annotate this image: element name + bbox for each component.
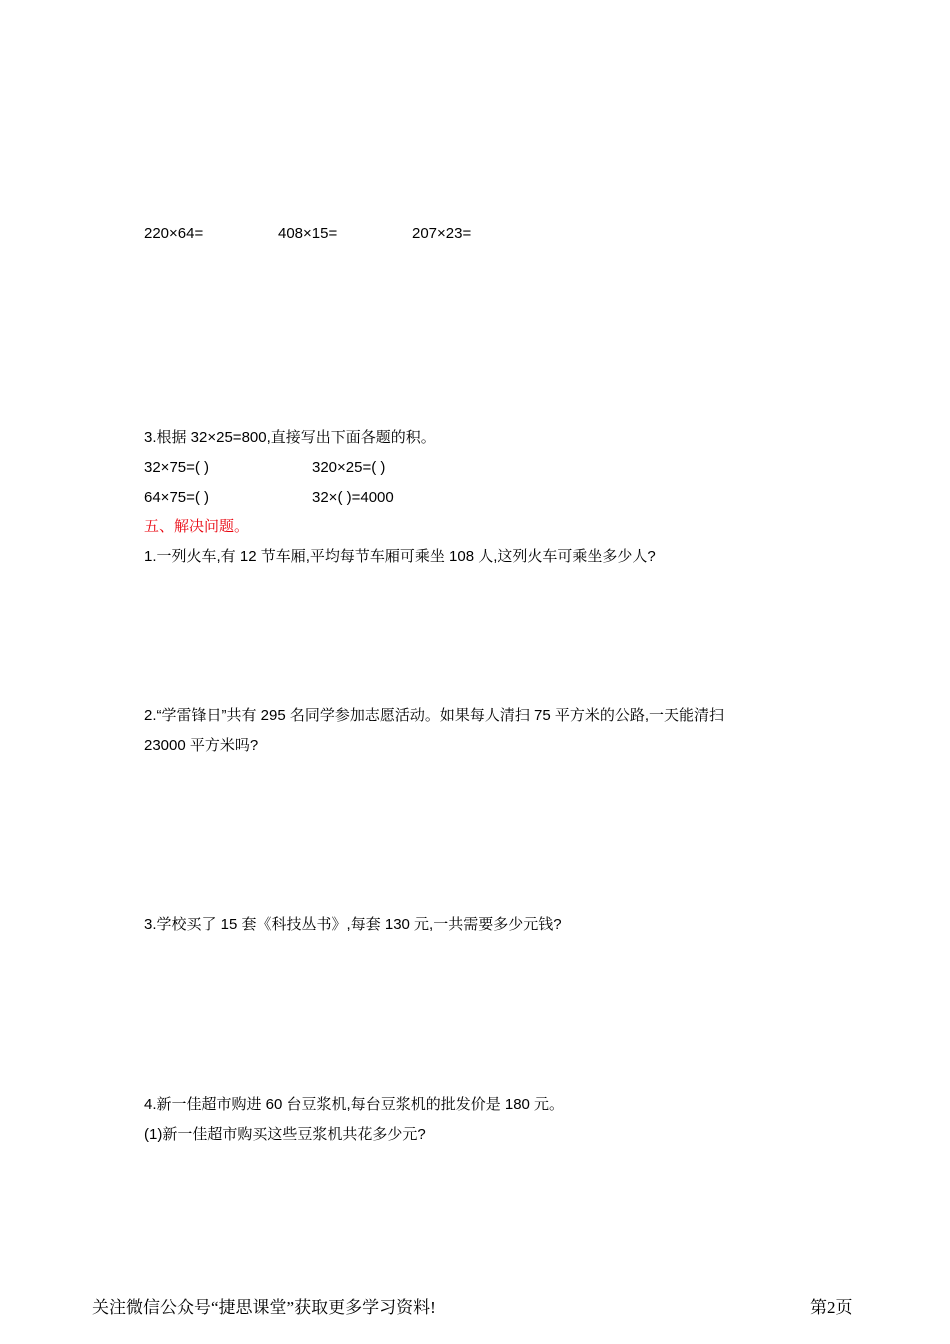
calc-item-1: 220×64= xyxy=(144,225,204,242)
problem-3: 3.学校买了 15 套《科技丛书》,每套 130 元,一共需要多少元钱? xyxy=(144,916,562,933)
calc-item-3: 207×23= xyxy=(412,225,472,242)
problem-4-line-1: 4.新一佳超市购进 60 台豆浆机,每台豆浆机的批发价是 180 元。 xyxy=(144,1096,565,1113)
calc-item-2: 408×15= xyxy=(278,225,338,242)
page-number: 第2页 xyxy=(810,1298,853,1317)
q3-row2-a: 64×75=( ) xyxy=(144,489,210,506)
problem-2-line-2: 23000 平方米吗? xyxy=(144,737,259,754)
q3-title: 3.根据 32×25=800,直接写出下面各题的积。 xyxy=(144,429,436,446)
footer-note: 关注微信公众号“捷思课堂”获取更多学习资料! xyxy=(92,1298,436,1317)
problem-1: 1.一列火车,有 12 节车厢,平均每节车厢可乘坐 108 人,这列火车可乘坐多少人? xyxy=(144,548,656,565)
q3-row2-b: 32×( )=4000 xyxy=(312,489,394,506)
problem-2-line-1: 2.“学雷锋日”共有 295 名同学参加志愿活动。如果每人清扫 75 平方米的公路,一天能清扫 xyxy=(144,707,725,724)
q3-row1-a: 32×75=( ) xyxy=(144,459,210,476)
q3-row1-b: 320×25=( ) xyxy=(312,459,386,476)
problem-4-line-2: (1)新一佳超市购买这些豆浆机共花多少元? xyxy=(144,1126,426,1143)
section-heading: 五、解决问题。 xyxy=(144,518,250,535)
